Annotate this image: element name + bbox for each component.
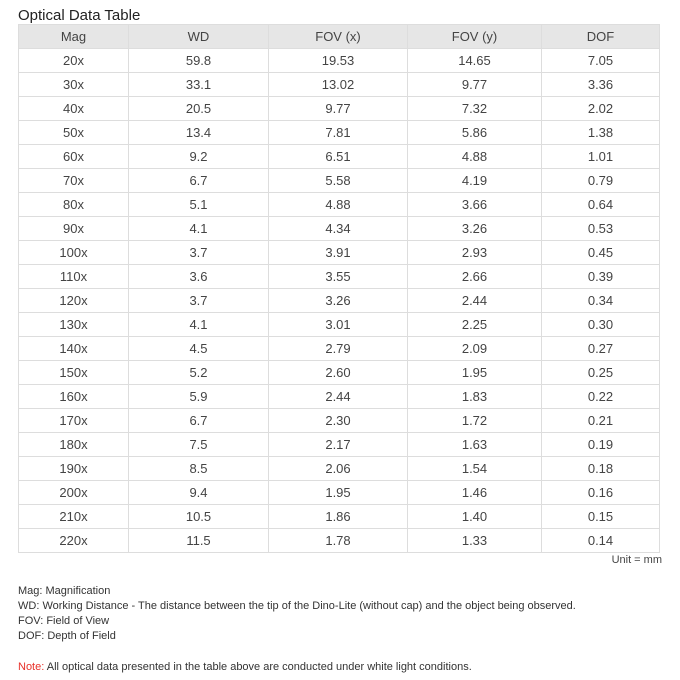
table-row: [19, 169, 660, 193]
table-cell: 3.26: [269, 289, 408, 313]
abbreviation-legend: [18, 584, 576, 644]
table-cell: 2.60: [269, 361, 408, 385]
table-cell: 0.45: [542, 241, 660, 265]
table-cell: 140x: [19, 337, 129, 361]
table-cell: 7.32: [408, 97, 542, 121]
table-cell: 4.34: [269, 217, 408, 241]
table-cell: 80x: [19, 193, 129, 217]
table-cell: 1.86: [269, 505, 408, 529]
table-row: [19, 241, 660, 265]
table-row: [19, 433, 660, 457]
table-cell: 5.9: [129, 385, 269, 409]
table-cell: 2.44: [269, 385, 408, 409]
table-cell: 20x: [19, 49, 129, 73]
table-cell: 120x: [19, 289, 129, 313]
table-cell: 9.2: [129, 145, 269, 169]
table-cell: 70x: [19, 169, 129, 193]
table-cell: 1.40: [408, 505, 542, 529]
table-cell: 2.93: [408, 241, 542, 265]
table-row: [19, 193, 660, 217]
table-cell: 210x: [19, 505, 129, 529]
table-cell: 0.21: [542, 409, 660, 433]
page-title: Optical Data Table: [18, 7, 141, 24]
table-cell: 0.79: [542, 169, 660, 193]
table-cell: 1.33: [408, 529, 542, 553]
table-cell: 3.26: [408, 217, 542, 241]
table-cell: 3.36: [542, 73, 660, 97]
table-row: [19, 265, 660, 289]
table-cell: 100x: [19, 241, 129, 265]
table-cell: 2.79: [269, 337, 408, 361]
table-cell: 7.81: [269, 121, 408, 145]
table-cell: 1.83: [408, 385, 542, 409]
table-cell: 2.30: [269, 409, 408, 433]
note-text: All optical data presented in the table above are conducted under white light conditions.: [44, 661, 472, 673]
table-cell: 1.38: [542, 121, 660, 145]
table-row: [19, 97, 660, 121]
table-row: [19, 289, 660, 313]
table-cell: 13.4: [129, 121, 269, 145]
table-row: [19, 409, 660, 433]
table-cell: 4.19: [408, 169, 542, 193]
table-cell: 5.86: [408, 121, 542, 145]
table-cell: 3.6: [129, 265, 269, 289]
table-cell: 7.05: [542, 49, 660, 73]
table-cell: 4.5: [129, 337, 269, 361]
table-cell: 1.01: [542, 145, 660, 169]
table-cell: 6.7: [129, 169, 269, 193]
table-cell: 33.1: [129, 73, 269, 97]
table-cell: 0.53: [542, 217, 660, 241]
table-cell: 0.30: [542, 313, 660, 337]
table-cell: 1.95: [269, 481, 408, 505]
table-cell: 5.1: [129, 193, 269, 217]
column-header-fov-x: FOV (x): [269, 25, 408, 49]
table-cell: 3.55: [269, 265, 408, 289]
table-row: [19, 313, 660, 337]
table-cell: 1.72: [408, 409, 542, 433]
table-body: [19, 49, 660, 553]
table-cell: 130x: [19, 313, 129, 337]
table-cell: 2.09: [408, 337, 542, 361]
table-cell: 3.7: [129, 241, 269, 265]
table-cell: 14.65: [408, 49, 542, 73]
table-row: [19, 505, 660, 529]
table-cell: 150x: [19, 361, 129, 385]
table-row: [19, 529, 660, 553]
table-cell: 6.51: [269, 145, 408, 169]
table-cell: 0.34: [542, 289, 660, 313]
table-cell: 3.66: [408, 193, 542, 217]
table-cell: 2.17: [269, 433, 408, 457]
table-cell: 0.14: [542, 529, 660, 553]
table-cell: 5.2: [129, 361, 269, 385]
table-row: [19, 73, 660, 97]
table-cell: 0.19: [542, 433, 660, 457]
table-cell: 190x: [19, 457, 129, 481]
table-cell: 2.44: [408, 289, 542, 313]
table-cell: 13.02: [269, 73, 408, 97]
table-cell: 2.25: [408, 313, 542, 337]
column-header-wd: WD: [129, 25, 269, 49]
table-cell: 20.5: [129, 97, 269, 121]
table-cell: 2.66: [408, 265, 542, 289]
table-row: [19, 457, 660, 481]
table-cell: 4.1: [129, 313, 269, 337]
table-cell: 1.54: [408, 457, 542, 481]
column-header-dof: DOF: [542, 25, 660, 49]
table-cell: 5.58: [269, 169, 408, 193]
table-cell: 2.06: [269, 457, 408, 481]
table-cell: 200x: [19, 481, 129, 505]
table-cell: 0.22: [542, 385, 660, 409]
table-cell: 10.5: [129, 505, 269, 529]
table-row: [19, 145, 660, 169]
table-cell: 0.16: [542, 481, 660, 505]
table-cell: 110x: [19, 265, 129, 289]
table-cell: 0.27: [542, 337, 660, 361]
table-cell: 3.01: [269, 313, 408, 337]
table-cell: 0.18: [542, 457, 660, 481]
table-cell: 3.7: [129, 289, 269, 313]
table-cell: 7.5: [129, 433, 269, 457]
table-cell: 3.91: [269, 241, 408, 265]
table-cell: 160x: [19, 385, 129, 409]
table-cell: 4.88: [269, 193, 408, 217]
table-header-row: [19, 25, 660, 49]
table-cell: 180x: [19, 433, 129, 457]
legend-item-dof: DOF: Depth of Field: [18, 630, 116, 642]
table-cell: 1.78: [269, 529, 408, 553]
table-cell: 1.63: [408, 433, 542, 457]
column-header-fov-y: FOV (y): [408, 25, 542, 49]
table-cell: 30x: [19, 73, 129, 97]
unit-label: Unit = mm: [611, 554, 662, 566]
table-cell: 19.53: [269, 49, 408, 73]
table-row: [19, 217, 660, 241]
table-cell: 60x: [19, 145, 129, 169]
note-label: Note:: [18, 661, 45, 673]
legend-item-fov: FOV: Field of View: [18, 615, 110, 627]
column-header-mag: Mag: [19, 25, 129, 49]
table-cell: 9.77: [408, 73, 542, 97]
legend-item-wd: WD: Working Distance - The distance between the tip of the Dino-Lite (without cap) and the object being observed.: [18, 600, 576, 612]
table-cell: 11.5: [129, 529, 269, 553]
table-cell: 59.8: [129, 49, 269, 73]
table-cell: 0.64: [542, 193, 660, 217]
table-cell: 1.95: [408, 361, 542, 385]
table-row: [19, 121, 660, 145]
table-cell: 4.1: [129, 217, 269, 241]
legend-item-mag: Mag: Magnification: [18, 585, 111, 597]
table-cell: 4.88: [408, 145, 542, 169]
table-row: [19, 49, 660, 73]
table-cell: 50x: [19, 121, 129, 145]
table-cell: 9.4: [129, 481, 269, 505]
footnote: [18, 661, 472, 673]
table-cell: 40x: [19, 97, 129, 121]
table-cell: 9.77: [269, 97, 408, 121]
table-cell: 0.25: [542, 361, 660, 385]
table-cell: 8.5: [129, 457, 269, 481]
table-cell: 170x: [19, 409, 129, 433]
table-cell: 90x: [19, 217, 129, 241]
table-row: [19, 481, 660, 505]
table-cell: 1.46: [408, 481, 542, 505]
table-cell: 6.7: [129, 409, 269, 433]
table-cell: 220x: [19, 529, 129, 553]
table-row: [19, 337, 660, 361]
optical-data-table: [18, 24, 660, 553]
table-cell: 0.39: [542, 265, 660, 289]
table-cell: 2.02: [542, 97, 660, 121]
table-cell: 0.15: [542, 505, 660, 529]
table-row: [19, 361, 660, 385]
table-row: [19, 385, 660, 409]
